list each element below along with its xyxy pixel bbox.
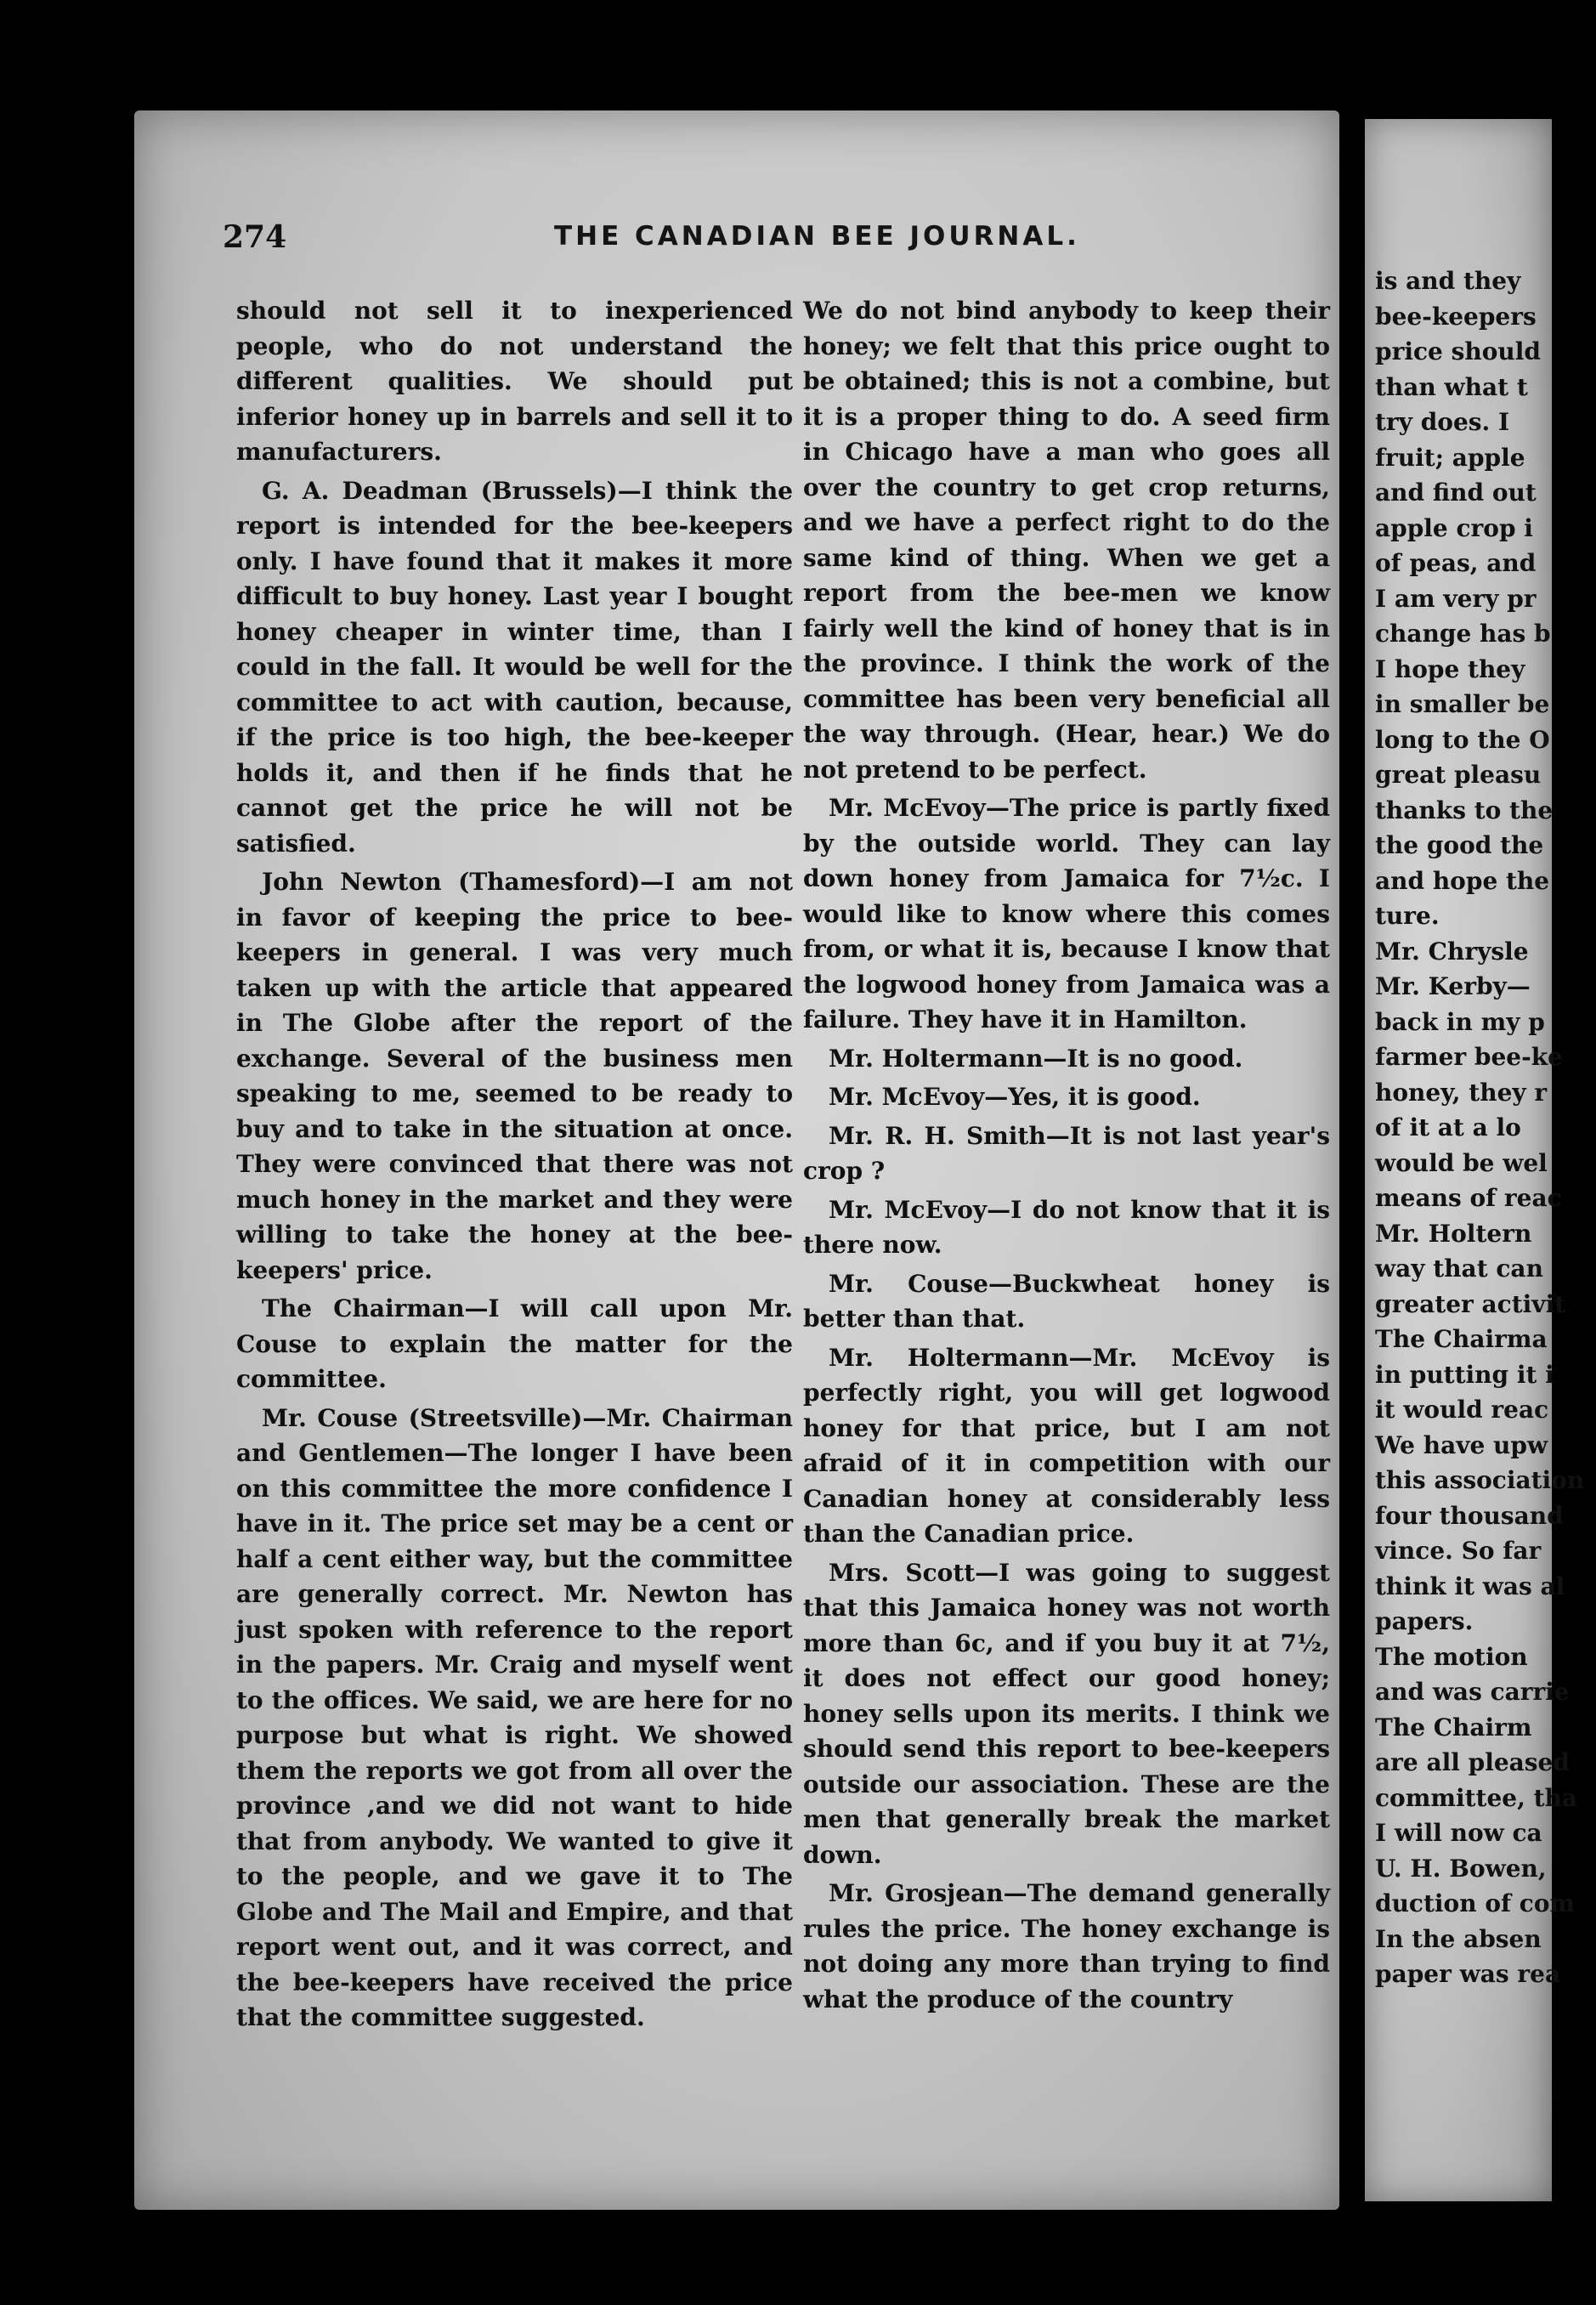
text-line: in smaller be bbox=[1375, 690, 1550, 718]
paragraph: Mr. Holtermann—It is no good. bbox=[829, 1044, 1243, 1073]
text-line: vince. So far bbox=[1375, 1537, 1542, 1565]
text-line: price should bbox=[1375, 337, 1541, 365]
text-line: I will now ca bbox=[1375, 1819, 1542, 1847]
text-line: Mr. Holtern bbox=[1375, 1219, 1532, 1248]
text-line: and find out bbox=[1375, 479, 1537, 507]
middle-column bbox=[803, 293, 1330, 2020]
text-line: and hope the bbox=[1375, 866, 1550, 895]
right-column-text bbox=[1375, 263, 1596, 1992]
text-line: duction of com bbox=[1375, 1889, 1576, 1917]
text-line: apple crop i bbox=[1375, 513, 1533, 542]
text-line: would be wel bbox=[1375, 1148, 1548, 1177]
text-line: is and they bbox=[1375, 267, 1521, 295]
paragraph: Mrs. Scott—I was going to suggest that this Jamaica honey was not worth more than 6c, and if you buy it at 7½, it does not effect our good honey; honey sells upon its merits. I think we should send this report to bee-keepers outside our association. These are the men that generally break the market down. bbox=[803, 1558, 1330, 1869]
paragraph: G. A. Deadman (Brussels)—I think the report is intended for the bee-keepers only. I have found that it makes it more difficult to buy honey. Last year I bought honey cheaper in winter time, than I could in the fall. It would be well for the committee to act with caution, because, if the price is too high, the bee-keeper holds it, and then if he finds that he cannot get the price he will not be satisfied. bbox=[236, 476, 793, 858]
paragraph: Mr. Couse (Streetsville)—Mr. Chairman and Gentlemen—The longer I have been on this committee the more confidence I have in it. The price set may be a cent or half a cent either way, but the committee are generally correct. Mr. Newton has just spoken with reference to the report in the papers. Mr. Craig and myself went to the offices. We said, we are here for no purpose but what is right. We showed them the reports we got from all over the province ,and we did not want to hide that from anybody. We wanted to give it to the people, and we gave it to The Globe and The Mail and Empire, and that report went out, and it was correct, and the bee-keepers have received the price that the committee suggested. bbox=[236, 1403, 793, 2031]
text-line: The Chairma bbox=[1375, 1325, 1548, 1353]
text-line: of peas, and bbox=[1375, 549, 1537, 577]
text-line: I hope they bbox=[1375, 654, 1525, 683]
text-line: way that can bbox=[1375, 1254, 1543, 1283]
page-number: 274 bbox=[223, 219, 287, 255]
text-line: and was carrie bbox=[1375, 1678, 1570, 1706]
text-line: try does. I bbox=[1375, 408, 1510, 436]
text-line: paper was rea bbox=[1375, 1960, 1561, 1988]
page-header bbox=[223, 219, 1327, 262]
text-line: than what t bbox=[1375, 372, 1528, 401]
left-column bbox=[236, 293, 793, 2039]
text-line: the good the bbox=[1375, 831, 1544, 859]
paragraph: Mr. McEvoy—Yes, it is good. bbox=[829, 1083, 1201, 1111]
text-line: four thousand bbox=[1375, 1501, 1564, 1530]
text-line: The motion bbox=[1375, 1642, 1528, 1671]
text-line: are all pleased bbox=[1375, 1748, 1570, 1776]
paragraph: We do not bind anybody to keep their honey; we felt that this price ought to be obtained; this is not a combine, but it is a proper thing to do. A seed firm in Chicago have a man who goes all over the country to get crop returns, and we have a perfect right to do the same kind of thing. When we get a report from the bee-men we know fairly well the kind of honey that is in the province. I think the work of the committee has been very beneficial all the way through. (Hear, hear.) We do not pretend to be perfect. bbox=[803, 297, 1330, 784]
text-line: Mr. Kerby— bbox=[1375, 972, 1531, 1000]
paragraph: should not sell it to inexperienced people, who do not understand the different qualities. We should put inferior honey up in barrels and sell it to manufacturers. bbox=[236, 297, 793, 466]
text-line: bee-keepers bbox=[1375, 302, 1537, 331]
text-line: committee, tha bbox=[1375, 1783, 1578, 1812]
text-line: thanks to the bbox=[1375, 796, 1554, 824]
paragraph: Mr. Holtermann—Mr. McEvoy is perfectly right, you will get logwood honey for that price, but I am not afraid of it in competition with our Canadian honey at considerably less than the Canadian price. bbox=[803, 1343, 1330, 1548]
text-line: U. H. Bowen, bbox=[1375, 1854, 1547, 1883]
paragraph: Mr. R. H. Smith—It is not last year's crop ? bbox=[803, 1121, 1330, 1185]
text-line: think it was al bbox=[1375, 1572, 1565, 1600]
text-line: change has b bbox=[1375, 620, 1551, 648]
right-page-fragment bbox=[1365, 119, 1585, 2201]
text-line: in putting it i bbox=[1375, 1360, 1554, 1389]
paragraph: Mr. Couse—Buckwheat honey is better than that. bbox=[803, 1269, 1330, 1333]
text-line: ture. bbox=[1375, 902, 1440, 930]
paragraph: Mr. Grosjean—The demand generally rules the price. The honey exchange is not doing any more than trying to find what the produce of the country bbox=[803, 1879, 1330, 2013]
text-line: Mr. Chrysle bbox=[1375, 937, 1529, 966]
text-line: greater activit bbox=[1375, 1289, 1566, 1318]
text-line: We have upw bbox=[1375, 1430, 1548, 1459]
text-line: The Chairm bbox=[1375, 1713, 1532, 1741]
text-line: it would reac bbox=[1375, 1396, 1549, 1424]
text-line: farmer bee-ke bbox=[1375, 1043, 1563, 1071]
paragraph: Mr. McEvoy—The price is partly fixed by the outside world. They can lay down honey from Jamaica for 7½c. I would like to know where this comes from, or what it is, because I know that the logwood honey from Jamaica was a failure. They have it in Hamilton. bbox=[803, 794, 1330, 1034]
paragraph: John Newton (Thamesford)—I am not in favor of keeping the price to bee-keepers in general. I was very much taken up with the article that appeared in The Globe after the report of the exchange. Several of the business men speaking to me, seemed to be ready to buy and to take in the situation at once. They were convinced that there was not much honey in the market and they were willing to take the honey at the bee-keepers' price. bbox=[236, 868, 793, 1284]
text-line: this association bbox=[1375, 1466, 1585, 1494]
text-line: fruit; apple bbox=[1375, 443, 1525, 472]
text-line: long to the O bbox=[1375, 725, 1550, 754]
text-line: In the absen bbox=[1375, 1924, 1542, 1953]
paragraph: The Chairman—I will call upon Mr. Couse to explain the matter for the committee. bbox=[236, 1294, 793, 1393]
text-line: honey, they r bbox=[1375, 1078, 1548, 1107]
text-line: great pleasu bbox=[1375, 761, 1542, 789]
text-line: I am very pr bbox=[1375, 584, 1537, 613]
journal-title: THE CANADIAN BEE JOURNAL. bbox=[554, 221, 1080, 252]
text-line: back in my p bbox=[1375, 1007, 1545, 1036]
paragraph: Mr. McEvoy—I do not know that it is there now. bbox=[803, 1195, 1330, 1259]
text-line: means of reac bbox=[1375, 1184, 1562, 1212]
text-line: of it at a lo bbox=[1375, 1113, 1521, 1141]
text-line: papers. bbox=[1375, 1607, 1474, 1635]
